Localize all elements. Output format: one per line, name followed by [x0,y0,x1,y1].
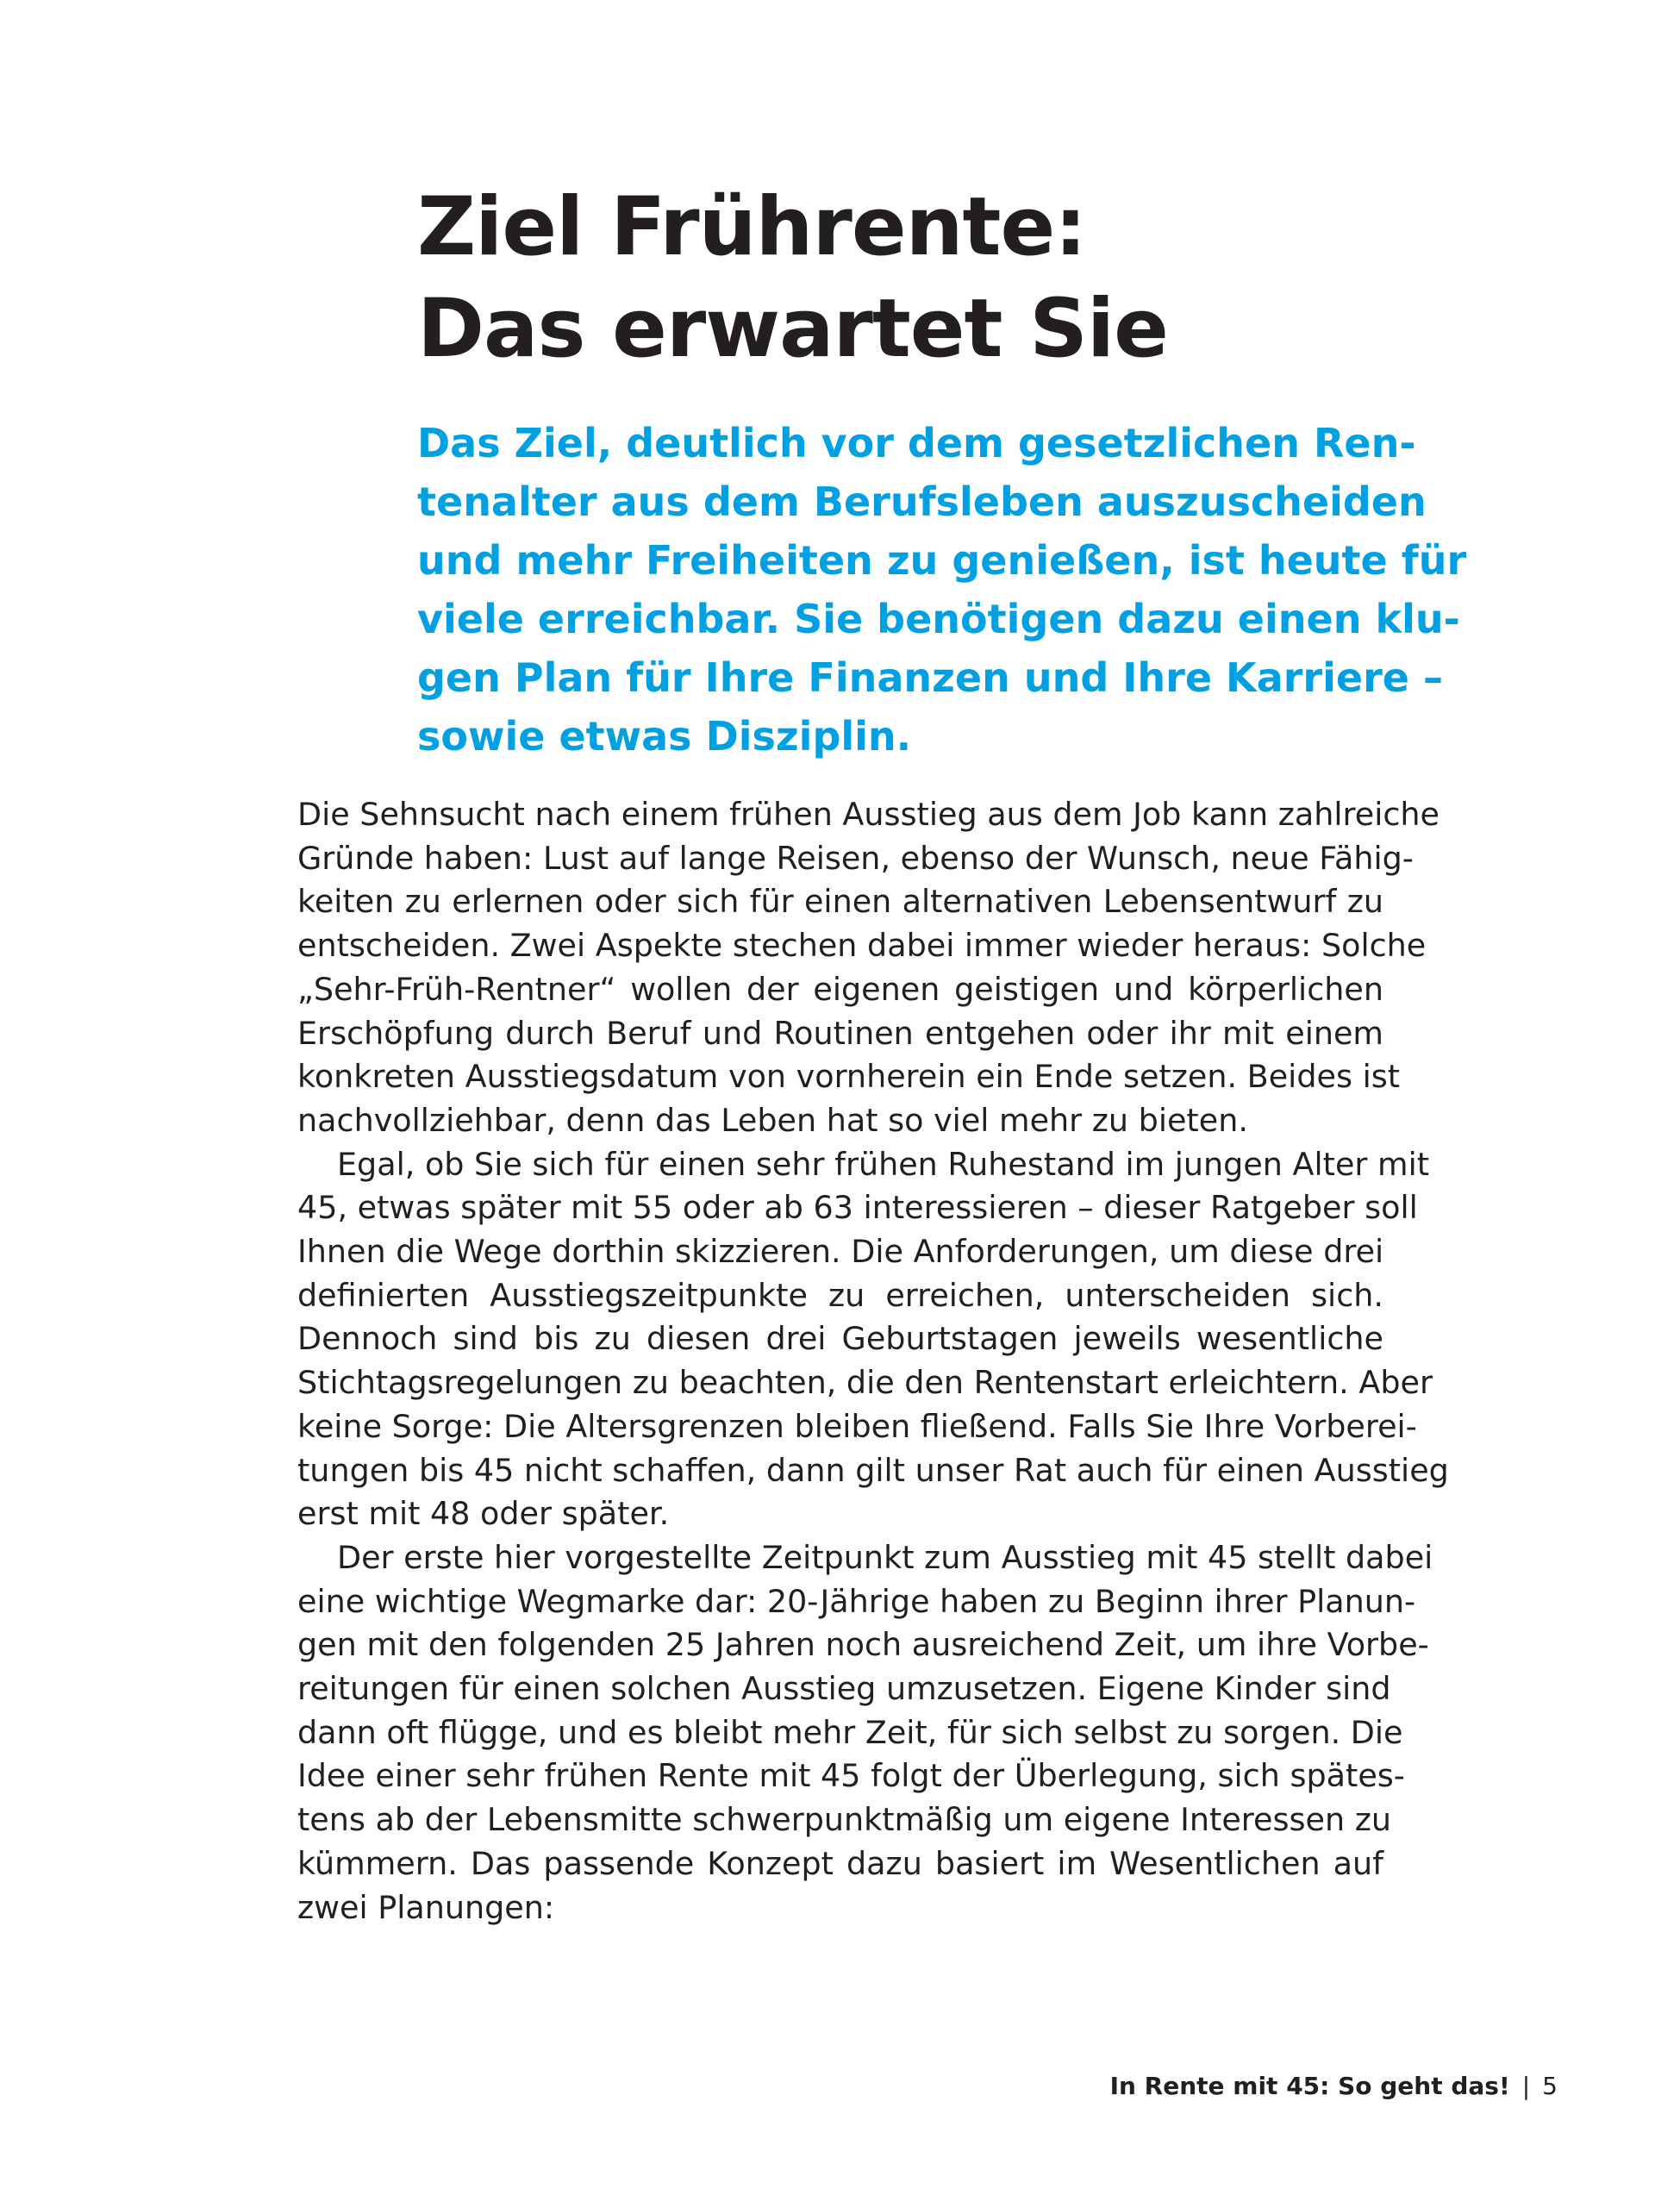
body-text [297,793,1449,1929]
text-line: Ihnen die Wege dorthin skizzieren. Die Anforderungen, um diese drei [297,1233,1384,1271]
text-line: kümmern. Das passende Konzept dazu basiert im Wesentlichen auf [297,1844,1383,1882]
text-line: tungen bis 45 nicht schaffen, dann gilt unser Rat auch für einen Ausstieg [297,1451,1449,1489]
text-line: „Sehr-Früh-Rentner“ wollen der eigenen geistigen und körperlichen [297,970,1383,1008]
text-line: Erschöpfung durch Beruf und Routinen entgehen oder ihr mit einem [297,1014,1383,1052]
title-line-2: Das erwartet Sie [417,282,1168,376]
text-line: tens ab der Lebensmitte schwerpunktmäßig um eigene Interessen zu [297,1801,1391,1839]
text-line: Egal, ob Sie sich für einen sehr frühen Ruhestand im jungen Alter mit [337,1145,1430,1183]
text-line: Gründe haben: Lust auf lange Reisen, ebenso der Wunsch, neue Fähig- [297,839,1414,877]
text-line: 45, etwas später mit 55 oder ab 63 interessieren – dieser Ratgeber soll [297,1189,1418,1227]
paragraph-3 [297,1536,1433,1929]
text-line: entscheiden. Zwei Aspekte stechen dabei immer wieder heraus: Solche [297,927,1427,965]
page-title [417,177,1452,380]
title-line-1: Ziel Frührente: [417,180,1086,274]
page-footer [1110,2069,1558,2104]
lead-line: viele erreichbar. Sie benötigen dazu einen klu- [417,596,1460,642]
paragraph-2 [297,1143,1449,1536]
text-line: zwei Planungen: [297,1888,555,1926]
text-line: reitungen für einen solchen Ausstieg umzusetzen. Eigene Kinder sind [297,1670,1391,1708]
lead-line: sowie etwas Disziplin. [417,713,912,760]
text-line: nachvollziehbar, denn das Leben hat so viel mehr zu bieten. [297,1101,1248,1139]
text-line: Der erste hier vorgestellte Zeitpunkt zum Ausstieg mit 45 stellt dabei [337,1538,1433,1576]
text-line: keine Sorge: Die Altersgrenzen bleiben fließend. Falls Sie Ihre Vorberei- [297,1407,1417,1445]
text-line: konkreten Ausstiegsdatum von vornherein ein Ende setzen. Beides ist [297,1058,1401,1096]
footer-book-title: In Rente mit 45: So geht das! [1109,2072,1510,2100]
text-line: eine wichtige Wegmarke dar: 20-Jährige haben zu Beginn ihrer Planun- [297,1582,1416,1620]
footer-separator: | [1521,2072,1531,2100]
text-line: gen mit den folgenden 25 Jahren noch ausreichend Zeit, um ihre Vorbe- [297,1626,1429,1664]
text-line: Dennoch sind bis zu diesen drei Geburtstagen jeweils wesentliche [297,1320,1383,1358]
text-line: erst mit 48 oder später. [297,1495,670,1533]
text-line: Die Sehnsucht nach einem frühen Ausstieg aus dem Job kann zahlreiche [297,796,1440,833]
paragraph-1 [297,793,1440,1143]
text-line: Stichtagsregelungen zu beachten, die den Rentenstart erleichtern. Aber [297,1364,1433,1402]
text-line: Idee einer sehr frühen Rente mit 45 folgt der Überlegung, sich spätes- [297,1757,1405,1795]
text-line: definierten Ausstiegszeitpunkte zu erreichen, unterscheiden sich. [297,1276,1383,1314]
lead-line: Das Ziel, deutlich vor dem gesetzlichen Ren- [417,420,1416,466]
lead-line: und mehr Freiheiten zu genießen, ist heute für [417,537,1467,584]
page-number: 5 [1542,2072,1558,2100]
text-line: dann oft flügge, und es bleibt mehr Zeit, für sich selbst zu sorgen. Die [297,1713,1403,1751]
lead-line: tenalter aus dem Berufsleben auszuscheiden [417,478,1427,525]
lead-line: gen Plan für Ihre Finanzen und Ihre Karriere – [417,654,1443,701]
text-line: keiten zu erlernen oder sich für einen alternativen Lebensentwurf zu [297,883,1383,921]
lead-paragraph [417,414,1467,766]
